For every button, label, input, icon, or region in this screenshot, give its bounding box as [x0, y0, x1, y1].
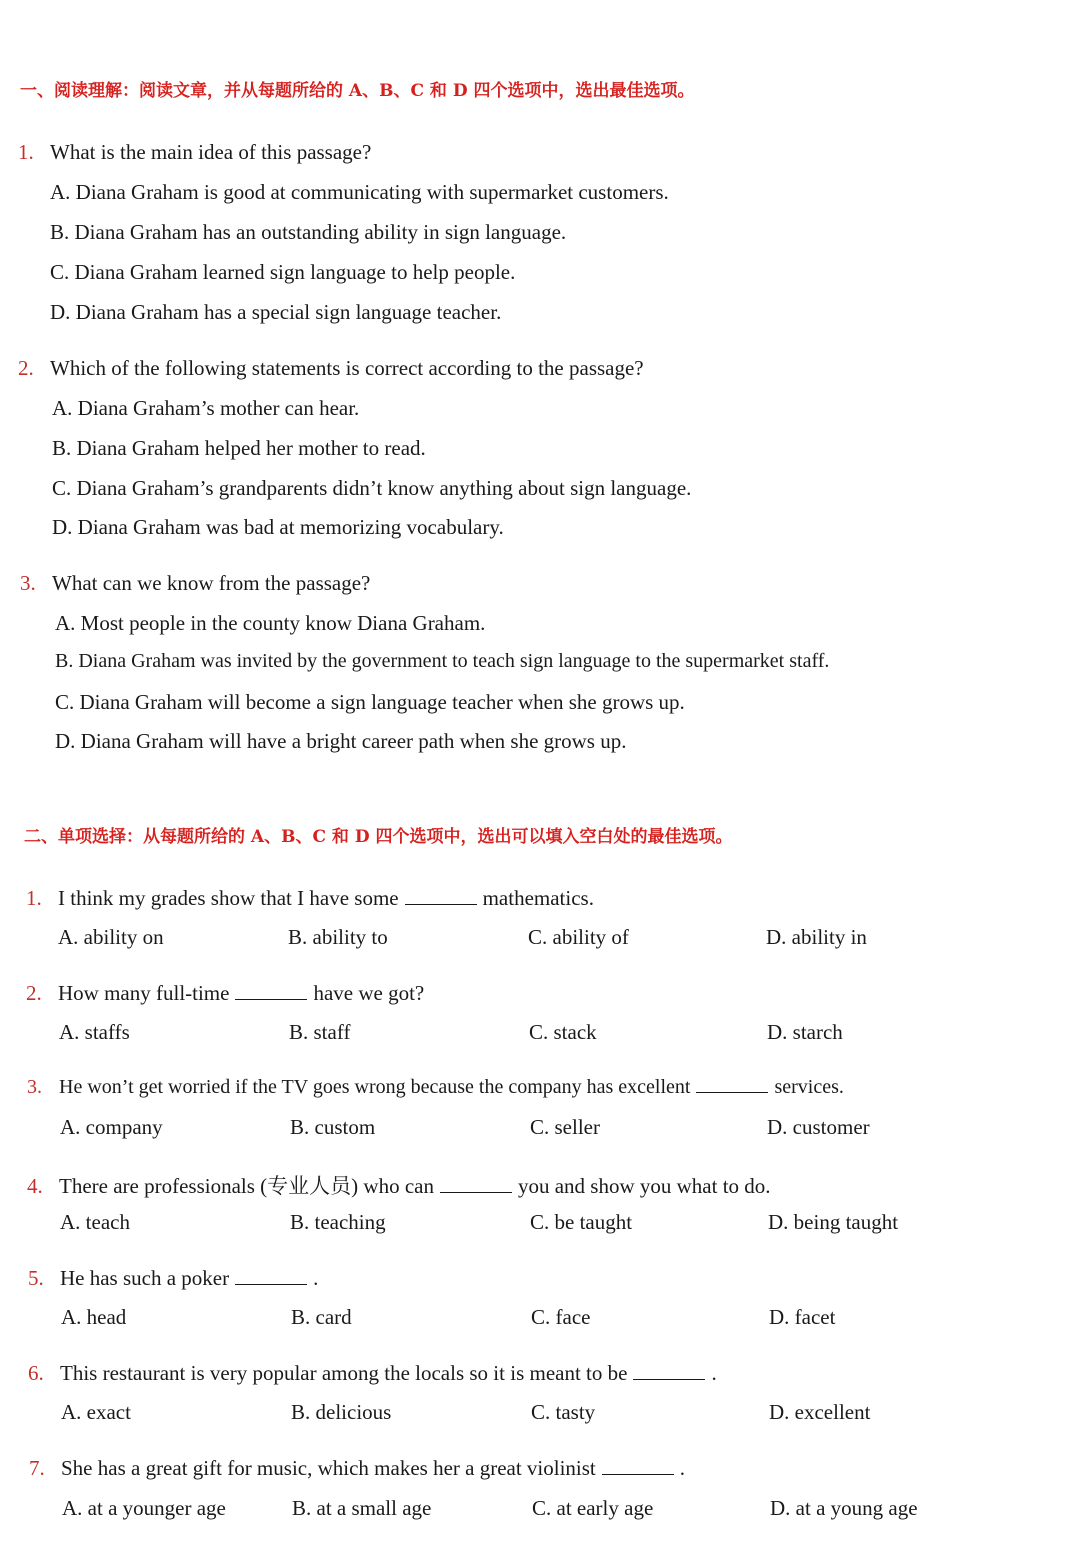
- question-stem-after: .: [711, 1361, 717, 1385]
- question-text: What is the main idea of this passage?: [50, 140, 372, 164]
- choice-q2-option-d[interactable]: D. starch: [767, 1020, 843, 1044]
- question-text: Which of the following statements is correct according to the passage?: [50, 356, 644, 380]
- question-number: 6.: [28, 1361, 44, 1385]
- choice-question-4: [27, 1170, 771, 1200]
- choice-question-5: [28, 1266, 318, 1291]
- choice-q2-option-c[interactable]: C. stack: [529, 1020, 597, 1044]
- choice-q1-option-d[interactable]: D. ability in: [766, 925, 867, 949]
- answer-blank[interactable]: [440, 1176, 512, 1193]
- answer-blank[interactable]: [235, 1268, 307, 1285]
- reading-q2-option-a[interactable]: A. Diana Graham’s mother can hear.: [52, 396, 360, 420]
- choice-q6-option-b[interactable]: B. delicious: [291, 1400, 392, 1424]
- choice-q7-option-b[interactable]: B. at a small age: [292, 1496, 432, 1520]
- choice-q4-option-d[interactable]: D. being taught: [768, 1210, 899, 1234]
- choice-q5-option-a[interactable]: A. head: [61, 1305, 127, 1329]
- choice-q6-option-c[interactable]: C. tasty: [531, 1400, 596, 1424]
- question-stem-before: He won’t get worried if the TV goes wrong because the company has excellent: [59, 1076, 691, 1098]
- question-number: 3.: [20, 571, 36, 595]
- question-stem-before: I think my grades show that I have some: [58, 886, 399, 910]
- answer-blank[interactable]: [696, 1076, 768, 1093]
- reading-q1-option-d[interactable]: D. Diana Graham has a special sign language teacher.: [50, 300, 502, 324]
- question-number: 3.: [27, 1076, 42, 1098]
- choice-q4-option-a[interactable]: A. teach: [60, 1210, 130, 1234]
- question-number: 2.: [26, 981, 42, 1005]
- choice-q6-option-d[interactable]: D. excellent: [769, 1400, 871, 1424]
- question-text: What can we know from the passage?: [52, 571, 371, 595]
- choice-q3-option-d[interactable]: D. customer: [767, 1115, 870, 1139]
- choice-q4-option-b[interactable]: B. teaching: [290, 1210, 386, 1234]
- reading-q2-option-b[interactable]: B. Diana Graham helped her mother to read.: [52, 436, 426, 460]
- question-stem-after: mathematics.: [482, 886, 594, 910]
- question-stem-before: This restaurant is very popular among the locals so it is meant to be: [60, 1361, 628, 1385]
- choice-question-2: [26, 981, 424, 1006]
- choice-question-7: [29, 1456, 685, 1481]
- question-stem-before: How many full-time: [58, 981, 230, 1005]
- choice-q7-option-c[interactable]: C. at early age: [532, 1496, 654, 1520]
- choice-q5-option-b[interactable]: B. card: [291, 1305, 352, 1329]
- choice-q2-option-b[interactable]: B. staff: [289, 1020, 351, 1044]
- reading-q3-option-b[interactable]: B. Diana Graham was invited by the government to teach sign language to the supermarket staff.: [55, 650, 830, 672]
- choice-q4-option-c[interactable]: C. be taught: [530, 1210, 633, 1234]
- reading-q2-option-d[interactable]: D. Diana Graham was bad at memorizing vocabulary.: [52, 515, 504, 539]
- reading-q1-option-c[interactable]: C. Diana Graham learned sign language to help people.: [50, 260, 516, 284]
- question-stem-before: He has such a poker: [60, 1266, 230, 1290]
- question-number: 5.: [28, 1266, 44, 1290]
- choice-question-1: [26, 886, 594, 911]
- reading-question-3: [20, 571, 370, 596]
- question-stem-before: There are professionals (专业人员) who can: [59, 1174, 434, 1198]
- reading-question-1: [18, 140, 371, 165]
- reading-q1-option-b[interactable]: B. Diana Graham has an outstanding ability in sign language.: [50, 220, 567, 244]
- section1-heading: 一、阅读理解：阅读文章，并从每题所给的 A、B、C 和 D 四个选项中，选出最佳选项。: [20, 81, 695, 101]
- question-number: 2.: [18, 356, 34, 380]
- reading-q3-option-d[interactable]: D. Diana Graham will have a bright career path when she grows up.: [55, 729, 627, 753]
- choice-q7-option-a[interactable]: A. at a younger age: [62, 1496, 226, 1520]
- answer-blank[interactable]: [602, 1458, 674, 1475]
- choice-q6-option-a[interactable]: A. exact: [61, 1400, 131, 1424]
- answer-blank[interactable]: [235, 983, 307, 1000]
- choice-question-6: [28, 1361, 717, 1386]
- question-stem-after: have we got?: [313, 981, 425, 1005]
- reading-question-2: [18, 356, 644, 381]
- question-number: 1.: [26, 886, 42, 910]
- reading-q2-option-c[interactable]: C. Diana Graham’s grandparents didn’t know anything about sign language.: [52, 476, 692, 500]
- question-stem-before: She has a great gift for music, which makes her a great violinist: [61, 1456, 596, 1480]
- question-stem-after: you and show you what to do.: [517, 1174, 771, 1198]
- question-stem-after: .: [679, 1456, 686, 1480]
- choice-q1-option-c[interactable]: C. ability of: [528, 925, 629, 949]
- answer-blank[interactable]: [633, 1363, 705, 1380]
- choice-q1-option-a[interactable]: A. ability on: [58, 925, 164, 949]
- section2-heading: 二、单项选择：从每题所给的 A、B、C 和 D 四个选项中，选出可以填入空白处的最佳选项。: [24, 827, 733, 847]
- answer-blank[interactable]: [405, 888, 477, 905]
- choice-q3-option-c[interactable]: C. seller: [530, 1115, 600, 1139]
- choice-q3-option-b[interactable]: B. custom: [290, 1115, 376, 1139]
- choice-q3-option-a[interactable]: A. company: [60, 1115, 163, 1139]
- reading-q3-option-a[interactable]: A. Most people in the county know Diana Graham.: [55, 611, 486, 635]
- reading-q3-option-c[interactable]: C. Diana Graham will become a sign language teacher when she grows up.: [55, 690, 685, 714]
- choice-q5-option-d[interactable]: D. facet: [769, 1305, 836, 1329]
- choice-q2-option-a[interactable]: A. staffs: [59, 1020, 130, 1044]
- choice-q7-option-d[interactable]: D. at a young age: [770, 1496, 918, 1520]
- question-stem-after: services.: [774, 1076, 844, 1098]
- question-number: 1.: [18, 140, 34, 164]
- choice-q1-option-b[interactable]: B. ability to: [288, 925, 388, 949]
- choice-q5-option-c[interactable]: C. face: [531, 1305, 591, 1329]
- question-number: 7.: [29, 1456, 45, 1480]
- question-number: 4.: [27, 1174, 43, 1198]
- choice-question-3: [27, 1076, 844, 1099]
- reading-q1-option-a[interactable]: A. Diana Graham is good at communicating with supermarket customers.: [50, 180, 669, 204]
- question-stem-after: .: [313, 1266, 319, 1290]
